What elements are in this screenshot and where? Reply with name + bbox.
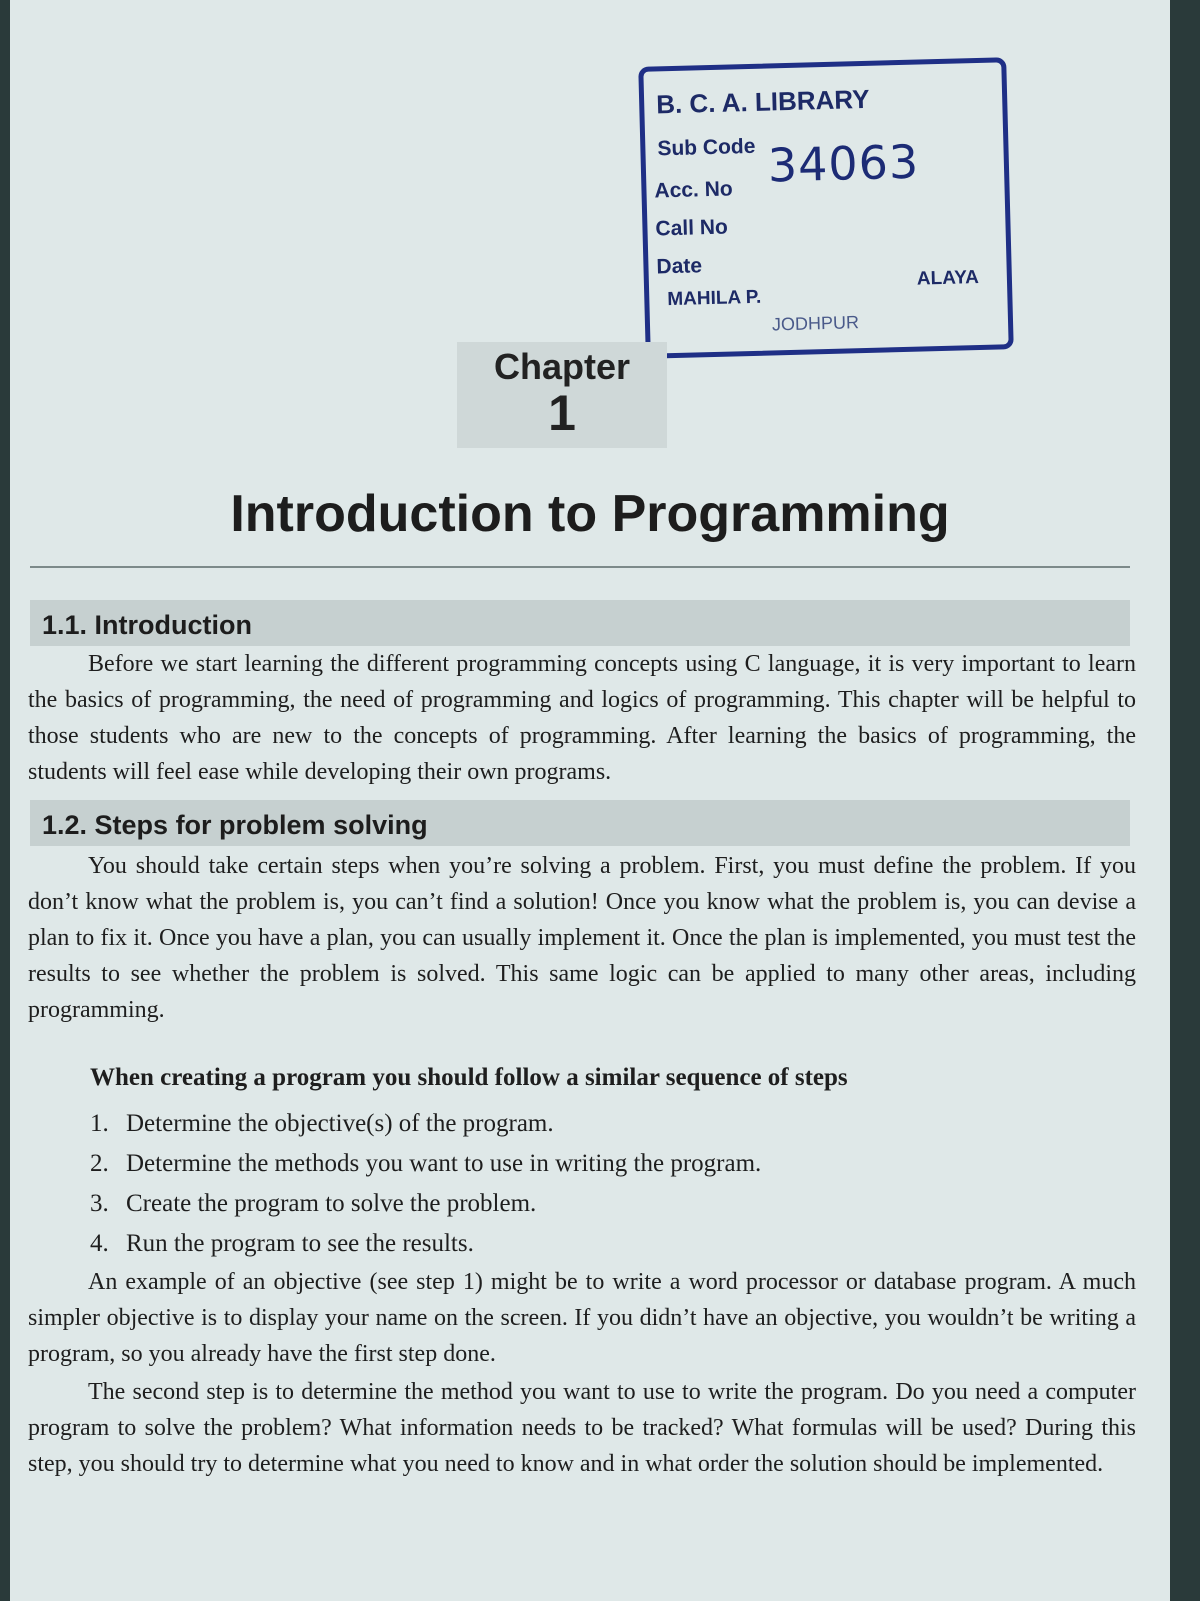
stamp-date: Date [656, 254, 703, 279]
list-item: 2. Determine the methods you want to use in writing the program. [90, 1150, 762, 1177]
chapter-number: 1 [548, 385, 576, 441]
list-item: 4. Run the program to see the results. [90, 1230, 474, 1257]
title-divider [30, 566, 1130, 568]
stamp-org-right: ALAYA [916, 267, 980, 290]
chapter-box [457, 342, 667, 448]
book-page [10, 0, 1170, 1601]
stamp-call-no: Call No [655, 215, 729, 241]
library-stamp [638, 57, 1014, 359]
paragraph-second-step: The second step is to determine the method you want to use to write the program. Do you need a computer program to solve the problem? What information needs to be tracked? What formulas will be used? During this step, you should try to determine what you need to know and in what order the solution should be implemented. [28, 1379, 1136, 1477]
paragraph-problem-solving: You should take certain steps when you’re solving a problem. First, you must define the problem. If you don’t know what the problem is, you can’t find a solution! Once you know what the problem is, you can devise a plan to fix it. Once you have a plan, you can usually implement it. Once the plan is implemented, you must test the results to see whether the problem is solved. This same logic can be applied to many other areas, including programming. [28, 853, 1136, 1023]
chapter-label: Chapter [493, 346, 631, 387]
steps-list [90, 1104, 761, 1264]
section-heading-problem-solving: 1.2. Steps for problem solving [30, 800, 1130, 846]
stamp-org-left: MAHILA P. [667, 286, 762, 311]
paragraph-introduction: Before we start learning the different programming concepts using C language, it is very important to learn the basics of programming, the need of programming and logics of programming. This chapter will be helpful to those students who are new to the concepts of programming. After learning the basics of programming, the students will feel ease while developing their own programs. [28, 651, 1136, 785]
list-item: 1. Determine the objective(s) of the program. [90, 1110, 554, 1137]
list-item: 3. Create the program to solve the problem. [90, 1190, 537, 1217]
steps-lead: When creating a program you should follow a similar sequence of steps [90, 1064, 848, 1091]
paragraph-objective-example: An example of an objective (see step 1) might be to write a word processor or database program. A much simpler objective is to display your name on the screen. If you didn’t have an objective, you wouldn’t be writing a program, so you already have the first step done. [28, 1269, 1136, 1367]
section-heading-introduction: 1.1. Introduction [30, 600, 1130, 646]
stamp-acc-no-value: 34063 [767, 134, 920, 193]
stamp-city: JODHPUR [771, 312, 860, 335]
chapter-title: Introduction to Programming [230, 485, 950, 543]
stamp-sub-code: Sub Code [657, 134, 756, 161]
stamp-acc-no-label: Acc. No [654, 177, 733, 203]
stamp-library-name: B. C. A. LIBRARY [655, 83, 870, 120]
